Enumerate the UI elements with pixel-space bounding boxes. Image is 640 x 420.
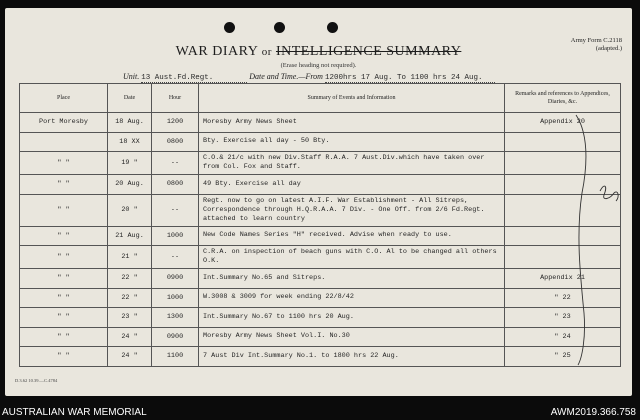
row-remark: " 25 bbox=[505, 347, 621, 367]
row-hour: -- bbox=[152, 152, 199, 175]
row-place: " " bbox=[20, 308, 108, 328]
row-date: 22 " bbox=[108, 288, 152, 308]
row-date: 20 " bbox=[108, 194, 152, 226]
table-row bbox=[20, 152, 621, 175]
table-row bbox=[20, 194, 621, 226]
row-event: Moresby Army News Sheet Vol.I. No.30 bbox=[199, 327, 505, 347]
table-row bbox=[20, 308, 621, 328]
row-date: 18 Aug. bbox=[108, 113, 152, 133]
row-place: " " bbox=[20, 152, 108, 175]
row-date: 21 " bbox=[108, 246, 152, 269]
row-remark: " 23 bbox=[505, 308, 621, 328]
table-row bbox=[20, 132, 621, 152]
title-subtitle: (Erase heading not required). bbox=[280, 62, 357, 69]
row-hour: -- bbox=[152, 246, 199, 269]
row-hour: 1300 bbox=[152, 308, 199, 328]
date-to-label: To bbox=[396, 74, 406, 82]
diary-table bbox=[19, 83, 621, 367]
table-row bbox=[20, 246, 621, 269]
col-remarks: Remarks and references to Appendices, Diaries, &c. bbox=[505, 84, 621, 113]
row-place: " " bbox=[20, 175, 108, 195]
row-place: " " bbox=[20, 347, 108, 367]
col-place: Place bbox=[20, 84, 108, 113]
row-date: 24 " bbox=[108, 347, 152, 367]
table-row bbox=[20, 113, 621, 133]
row-hour: 0900 bbox=[152, 327, 199, 347]
row-place: " " bbox=[20, 194, 108, 226]
punch-hole bbox=[274, 22, 285, 33]
row-remark: " 24 bbox=[505, 327, 621, 347]
row-date: 18 XX bbox=[108, 132, 152, 152]
title-or: or bbox=[261, 46, 272, 58]
row-remark: Appendix 20 bbox=[505, 113, 621, 133]
print-code: D.3.62 10.39.—C.4784 bbox=[15, 378, 58, 383]
unit-label: Unit bbox=[123, 72, 138, 81]
row-event: C.O.& 21/c with new Div.Staff R.A.A. 7 Aust.Div.which have taken over from Col. Fox and Staff. bbox=[199, 152, 505, 175]
row-event: Moresby Army News Sheet bbox=[199, 113, 505, 133]
row-event: Int.Summary No.67 to 1100 hrs 20 Aug. bbox=[199, 308, 505, 328]
row-event: Int.Summary No.65 and Sitreps. bbox=[199, 269, 505, 289]
row-remark: Appendix 21 bbox=[505, 269, 621, 289]
row-hour: 1200 bbox=[152, 113, 199, 133]
row-date: 20 Aug. bbox=[108, 175, 152, 195]
row-place: " " bbox=[20, 288, 108, 308]
table-row bbox=[20, 347, 621, 367]
row-place: " " bbox=[20, 226, 108, 246]
date-label: Date and Time.—From bbox=[249, 72, 323, 81]
row-event: 49 Bty. Exercise all day bbox=[199, 175, 505, 195]
date-to: 1100 hrs 24 Aug. bbox=[410, 74, 483, 82]
row-place: " " bbox=[20, 246, 108, 269]
col-hour: Hour bbox=[152, 84, 199, 113]
war-diary-sheet bbox=[5, 8, 632, 396]
row-hour: 0900 bbox=[152, 269, 199, 289]
row-event: 7 Aust Div Int.Summary No.1. to 1800 hrs 22 Aug. bbox=[199, 347, 505, 367]
row-hour: 1100 bbox=[152, 347, 199, 367]
date-from: 1200hrs 17 Aug. bbox=[324, 74, 393, 82]
row-place: " " bbox=[20, 327, 108, 347]
punch-hole bbox=[224, 22, 235, 33]
table-row bbox=[20, 269, 621, 289]
table-row bbox=[20, 288, 621, 308]
row-place: Port Moresby bbox=[20, 113, 108, 133]
form-id bbox=[571, 37, 622, 53]
diary-title bbox=[5, 44, 632, 60]
col-date: Date bbox=[108, 84, 152, 113]
row-hour: 0800 bbox=[152, 132, 199, 152]
table-header-row bbox=[20, 84, 621, 113]
row-event: C.R.A. on inspection of beach guns with C.O. Al to be changed all others O.K. bbox=[199, 246, 505, 269]
table-row bbox=[20, 175, 621, 195]
row-hour: -- bbox=[152, 194, 199, 226]
row-remark: " 22 bbox=[505, 288, 621, 308]
unit-value: 13 Aust.Fd.Regt. bbox=[141, 74, 247, 83]
title-struck: INTELLIGENCE SUMMARY bbox=[275, 44, 462, 59]
date-range bbox=[325, 74, 495, 83]
row-date: 24 " bbox=[108, 327, 152, 347]
credit-institution: AUSTRALIAN WAR MEMORIAL bbox=[2, 407, 147, 418]
table-row bbox=[20, 226, 621, 246]
form-note: (adapted.) bbox=[595, 45, 622, 52]
row-date: 19 " bbox=[108, 152, 152, 175]
row-date: 22 " bbox=[108, 269, 152, 289]
row-hour: 0800 bbox=[152, 175, 199, 195]
title-main: WAR DIARY bbox=[175, 44, 258, 59]
row-event: W.3008 & 3009 for week ending 22/8/42 bbox=[199, 288, 505, 308]
col-summary: Summary of Events and Information bbox=[199, 84, 505, 113]
row-place: " " bbox=[20, 269, 108, 289]
row-hour: 1000 bbox=[152, 226, 199, 246]
table-row bbox=[20, 327, 621, 347]
unit-date-line: Unit. 13 Aust.Fd.Regt. Date and Time.—From 1200hrs 17 Aug. To 1100 hrs 24 Aug. bbox=[123, 72, 495, 83]
row-event: Regt. now to go on latest A.I.F. War Establishment - All Sitreps, Correspondence through H.Q.R.A.A. 7 Div. - One Off. from 2/6 Fd.Regt. attached to learn country bbox=[199, 194, 505, 226]
credit-accession: AWM2019.366.758 bbox=[550, 407, 636, 418]
form-name: Army Form C.2118 bbox=[570, 37, 622, 44]
punch-hole bbox=[327, 22, 338, 33]
row-date: 21 Aug. bbox=[108, 226, 152, 246]
row-date: 23 " bbox=[108, 308, 152, 328]
row-place bbox=[20, 132, 108, 152]
row-hour: 1000 bbox=[152, 288, 199, 308]
handwritten-bracket-mark bbox=[574, 113, 624, 368]
row-event: New Code Names Series "H" received. Advise when ready to use. bbox=[199, 226, 505, 246]
row-event: Bty. Exercise all day - 50 Bty. bbox=[199, 132, 505, 152]
